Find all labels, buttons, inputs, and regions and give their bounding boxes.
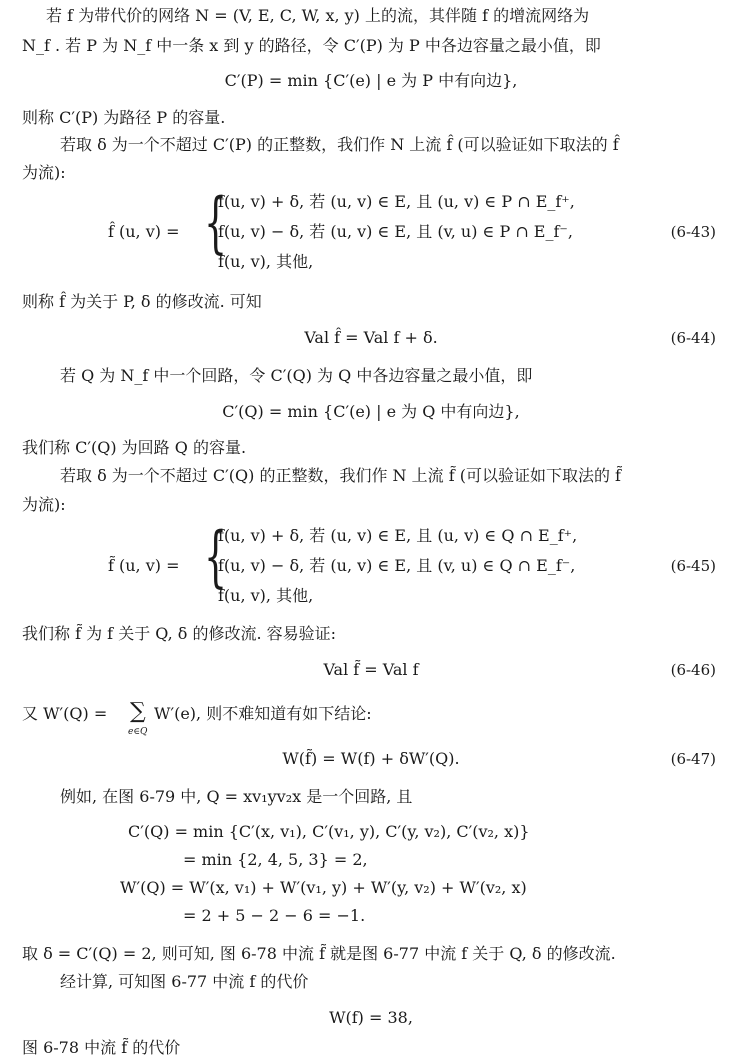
equation-capacity-path: C′(P) = min {C′(e) | e 为 P 中有向边}, [224,71,518,90]
paragraph-1-line-2: N_f . 若 P 为 N_f 中一条 x 到 y 的路径，令 C′(P) 为 P 中各边容量之最小值，即 [22,36,601,55]
paragraph-1-line-1: 若 f 为带代价的网络 N = (V, E, C, W, x, y) 上的流，其伴随 f 的增流网络为 [46,6,590,25]
equation-number-6-46: (6-46) [670,661,716,679]
example-capacity-line-2: = min {2, 4, 5, 3} = 2, [183,850,368,869]
fhat-brace: { [204,184,228,261]
equation-capacity-cycle: C′(Q) = min {C′(e) | e 为 Q 中有向边}, [222,402,520,421]
paragraph-10: 例如, 在图 6-79 中, Q = xv₁yv₂x 是一个回路, 且 [60,787,413,806]
paragraph-5: 若 Q 为 N_f 中一个回路，令 C′(Q) 为 Q 中各边容量之最小值，即 [60,366,533,385]
equation-number-6-43: (6-43) [670,223,716,241]
fhat-case-3: f(u, v), 其他, [218,252,314,271]
example-cost-line-1: W′(Q) = W′(x, v₁) + W′(v₁, y) + W′(y, v₂) + W′(v₂, x) [120,878,527,897]
equation-cost-f: W(f) = 38, [329,1008,413,1027]
paragraph-3-line-1: 若取 δ 为一个不超过 C′(P) 的正整数，我们作 N 上流 f̂ (可以验证如下取法的 f̂ [60,135,619,154]
ftilde-case-1: f(u, v) + δ, 若 (u, v) ∈ E, 且 (u, v) ∈ Q ∩ E_f⁺, [218,526,578,545]
ftilde-lhs: f̃ (u, v) = [108,556,180,575]
fhat-lhs: f̂ (u, v) = [108,222,180,241]
paragraph-12: 经计算, 可知图 6-77 中流 f 的代价 [60,972,309,991]
ftilde-case-2: f(u, v) − δ, 若 (u, v) ∈ E, 且 (v, u) ∈ Q ∩ E_f⁻, [218,556,576,575]
paragraph-13: 图 6-78 中流 f̃ 的代价 [22,1038,181,1057]
ftilde-brace: { [204,518,228,595]
paragraph-6: 我们称 C′(Q) 为回路 Q 的容量. [22,438,247,457]
equation-val-fhat: Val f̂ = Val f + δ. [304,328,438,347]
paragraph-2: 则称 C′(P) 为路径 P 的容量. [22,108,226,127]
paragraph-9-end: W′(e), 则不难知道有如下结论: [154,704,372,723]
equation-val-ftilde: Val f̃ = Val f [323,660,419,679]
equation-cost-ftilde: W(f̃) = W(f) + δW′(Q). [282,749,460,768]
example-cost-line-2: = 2 + 5 − 2 − 6 = −1. [183,906,366,925]
paragraph-9-start: 又 W′(Q) = [22,704,108,723]
fhat-case-1: f(u, v) + δ, 若 (u, v) ∈ E, 且 (u, v) ∈ P ∩ E_f⁺, [218,192,575,211]
paragraph-3-line-2: 为流): [22,163,66,182]
paragraph-11: 取 δ = C′(Q) = 2, 则可知, 图 6-78 中流 f̃ 就是图 6-77 中流 f 关于 Q, δ 的修改流. [22,944,616,963]
summation-index: e∈Q [128,727,148,737]
paragraph-8: 我们称 f̃ 为 f 关于 Q, δ 的修改流. 容易验证: [22,624,337,643]
paragraph-7-line-2: 为流): [22,495,66,514]
paragraph-7-line-1: 若取 δ 为一个不超过 C′(Q) 的正整数，我们作 N 上流 f̃ (可以验证如下取法的 f̃ [60,466,621,485]
paragraph-4: 则称 f̂ 为关于 P, δ 的修改流. 可知 [22,292,262,311]
example-capacity-line-1: C′(Q) = min {C′(x, v₁), C′(v₁, y), C′(y, v₂), C′(v₂, x)} [128,822,530,841]
equation-number-6-45: (6-45) [670,557,716,575]
fhat-case-2: f(u, v) − δ, 若 (u, v) ∈ E, 且 (v, u) ∈ P ∩ E_f⁻, [218,222,573,241]
equation-number-6-44: (6-44) [670,329,716,347]
summation-sign: ∑ [130,699,146,724]
equation-number-6-47: (6-47) [670,750,716,768]
ftilde-case-3: f(u, v), 其他, [218,586,314,605]
